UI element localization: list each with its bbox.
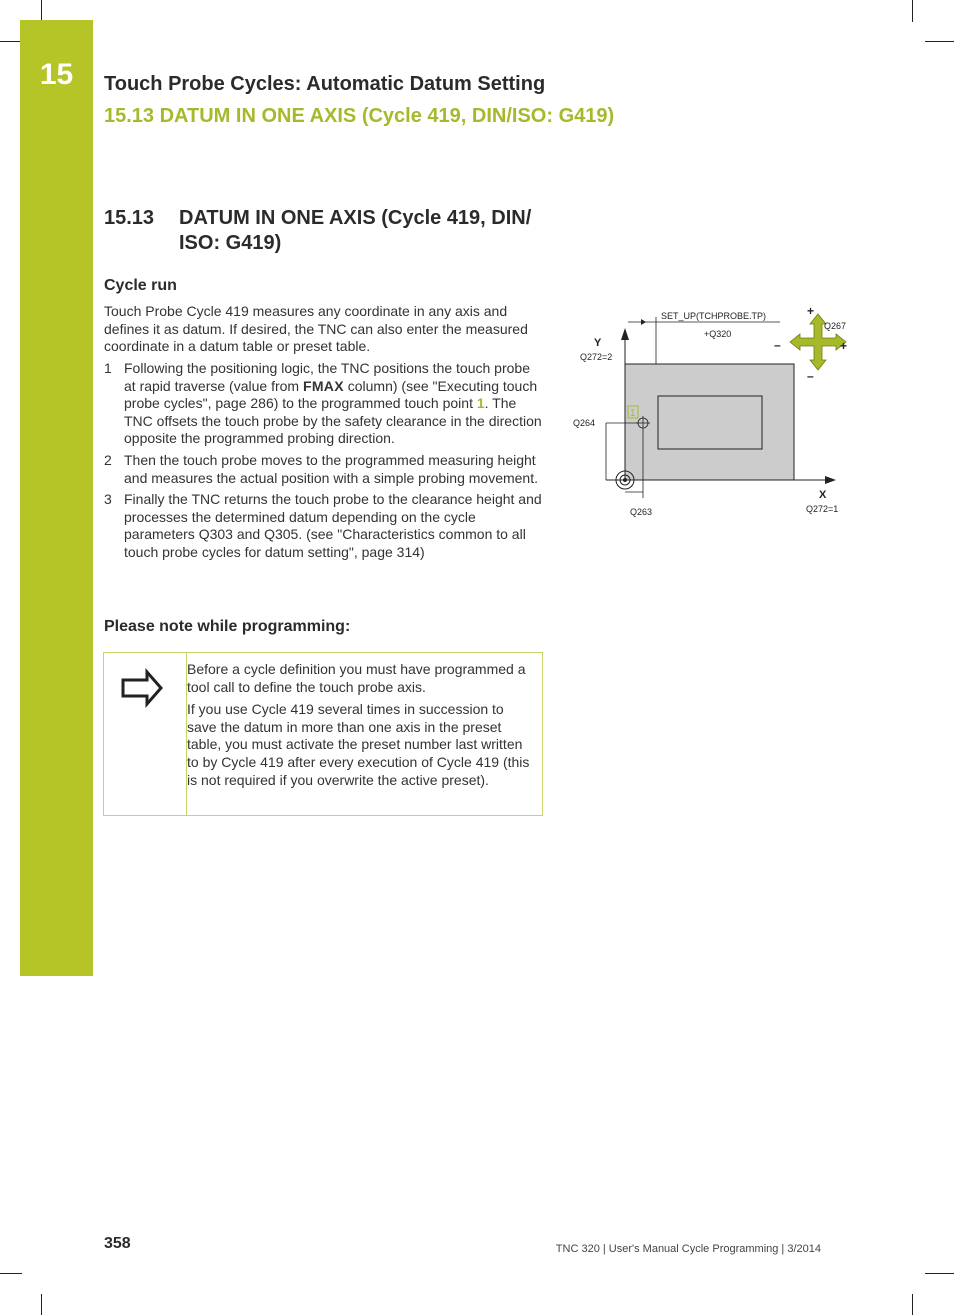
crop-mark xyxy=(41,0,42,22)
chapter-title: Touch Probe Cycles: Automatic Datum Setting xyxy=(104,73,546,95)
list-item: 1 Following the positioning logic, the TNC positions the touch probe at rapid traverse (value from FMAX column) (see "Executing touch probe cycles", page 286) to the programmed touch point 1. The TNC offsets the touch probe by the safety clearance in the direction opposite the programmed probing direction. xyxy=(104,360,542,447)
note-text xyxy=(187,661,535,794)
crop-mark xyxy=(925,1273,954,1274)
q267-label: Q267 xyxy=(824,321,847,331)
list-item: 3 Finally the TNC returns the touch probe to the clearance height and processes the determined datum depending on the cycle parameters Q303 and Q305. (see "Characteristics common to all touch probe cycles for datum setting", page 314) xyxy=(104,491,542,560)
q264-label: Q264 xyxy=(573,418,596,428)
cycle-diagram xyxy=(568,302,858,527)
cycle-run-heading: Cycle run xyxy=(104,277,177,294)
crop-mark xyxy=(0,41,22,42)
notes-heading: Please note while programming: xyxy=(104,618,351,635)
svg-text:+: + xyxy=(807,304,815,318)
crop-mark xyxy=(912,0,913,22)
note-paragraph: Before a cycle definition you must have programmed a tool call to define the touch probe axis. xyxy=(187,661,526,695)
note-paragraph: If you use Cycle 419 several times in succession to save the datum in more than one axis in the preset table, you must activate the preset number last written to by Cycle 419 after every execution of Cycle 419 (this is not required if you overwrite the active preset). xyxy=(187,701,530,788)
code-fmax: FMAX xyxy=(302,377,344,394)
chapter-number: 15 xyxy=(39,58,74,91)
q263-label: Q263 xyxy=(630,507,653,517)
svg-text:–: – xyxy=(807,369,814,383)
svg-text:+: + xyxy=(840,339,848,353)
section-number: 15.13 xyxy=(104,207,155,229)
arrow-right-icon xyxy=(104,661,186,721)
page-number: 358 xyxy=(104,1235,131,1252)
q272-2-label: Q272=2 xyxy=(580,352,613,362)
cycle-run-steps xyxy=(104,360,544,566)
x-axis-label: X xyxy=(819,489,827,501)
crop-mark xyxy=(912,1294,913,1315)
footer-text: TNC 320 | User's Manual Cycle Programming | 3/2014 xyxy=(555,1243,821,1255)
note-icon-cell xyxy=(104,653,187,815)
running-section-title: 15.13 DATUM IN ONE AXIS (Cycle 419, DIN/ISO: G419) xyxy=(104,105,615,127)
chapter-sidebar xyxy=(20,20,93,976)
point-ref: 1 xyxy=(476,395,485,412)
crop-mark xyxy=(0,1273,22,1274)
list-item: 2 Then the touch probe moves to the programmed measuring height and measures the actual position with a simple probing movement. xyxy=(104,451,538,486)
crop-mark xyxy=(925,41,954,42)
crop-mark xyxy=(41,1294,42,1315)
note-box xyxy=(103,652,543,816)
q272-1-label: Q272=1 xyxy=(806,504,839,514)
setup-label: SET_UP(TCHPROBE.TP) xyxy=(661,311,767,321)
y-axis-label: Y xyxy=(594,337,602,349)
q320-label: +Q320 xyxy=(704,329,732,339)
section-title: DATUM IN ONE AXIS (Cycle 419, DIN/ ISO: G419) xyxy=(179,207,532,254)
touch-point-label: 1 xyxy=(630,408,636,419)
svg-text:–: – xyxy=(774,338,781,352)
cycle-run-intro: Touch Probe Cycle 419 measures any coordinate in any axis and defines it as datum. If desired, the TNC can also enter the measured coordinate in a datum table or preset table. xyxy=(104,303,528,355)
